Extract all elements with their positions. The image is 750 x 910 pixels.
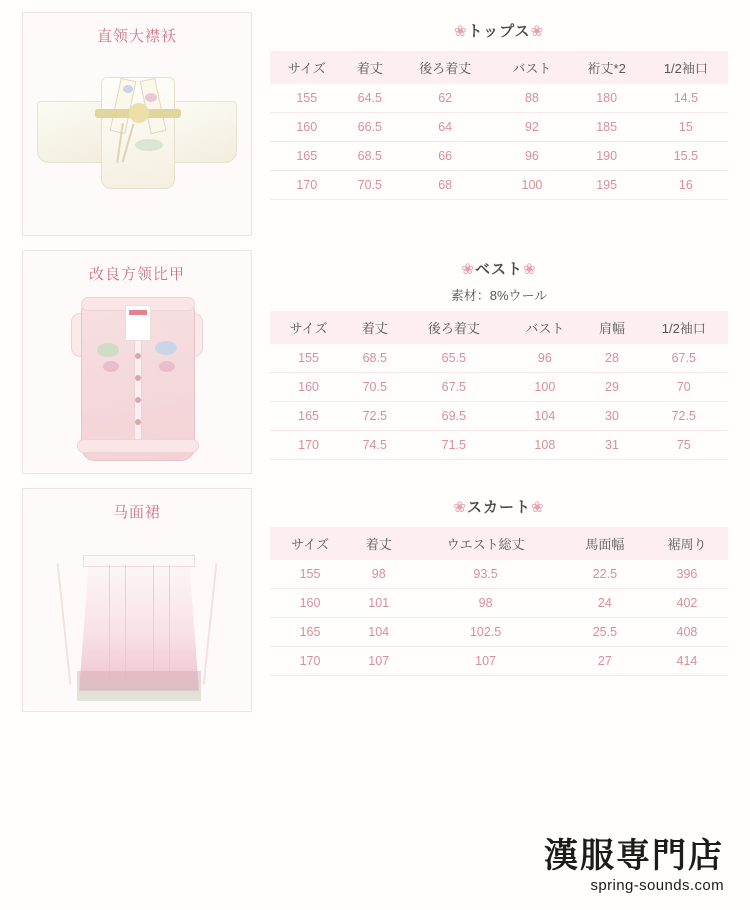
- cell-hem-circumference: 402: [646, 589, 728, 618]
- product-caption-tops: 直领大襟袄: [96, 28, 177, 45]
- cell-back-length: 66: [396, 142, 494, 171]
- size-table-area-vest: [252, 250, 728, 474]
- cell-waist-total: 98: [407, 589, 563, 618]
- col-header-length: 着丈: [347, 311, 402, 344]
- cell-length: 101: [350, 589, 407, 618]
- flower-icon-left: ❀: [461, 261, 475, 278]
- robe-embroidery-green: [135, 139, 163, 151]
- table-row: [270, 589, 728, 618]
- table-row: [270, 647, 728, 676]
- table-title-text-tops: トップス: [467, 23, 531, 40]
- col-header-back-length: 後ろ着丈: [396, 51, 494, 84]
- cell-bust: 100: [494, 171, 569, 200]
- cell-half-cuff: 14.5: [644, 84, 728, 113]
- cell-back-length: 65.5: [402, 344, 505, 373]
- col-header-half-cuff: 1/2袖口: [644, 51, 728, 84]
- size-table-skirt: [270, 527, 728, 676]
- table-row: [270, 402, 728, 431]
- brand-footer: [544, 835, 724, 894]
- col-header-shoulder: 肩幅: [584, 311, 639, 344]
- table-title-tops: [270, 20, 728, 41]
- skirt-left-tie: [57, 563, 72, 685]
- table-row: [270, 171, 728, 200]
- cell-back-length: 69.5: [402, 402, 505, 431]
- garment-illustration-skirt: [23, 529, 251, 705]
- section-tops: [0, 12, 750, 236]
- cell-waist-total: 107: [407, 647, 563, 676]
- flower-icon-right: ❀: [530, 23, 545, 40]
- col-header-bust: バスト: [505, 311, 584, 344]
- cell-length: 72.5: [347, 402, 402, 431]
- table-header-row: [270, 51, 728, 84]
- cell-hem-circumference: 396: [646, 560, 728, 589]
- cell-shoulder: 29: [584, 373, 639, 402]
- cell-length: 66.5: [344, 113, 397, 142]
- table-row: [270, 560, 728, 589]
- cell-bust: 100: [505, 373, 584, 402]
- cell-bust: 96: [505, 344, 584, 373]
- cell-half-cuff: 15.5: [644, 142, 728, 171]
- cell-bust: 96: [494, 142, 569, 171]
- col-header-size: サイズ: [270, 311, 347, 344]
- cell-shoulder: 28: [584, 344, 639, 373]
- cell-shoulder: 30: [584, 402, 639, 431]
- cell-length: 104: [350, 618, 407, 647]
- flower-icon-left: ❀: [453, 23, 468, 40]
- section-vest: [0, 250, 750, 474]
- section-skirt: [0, 488, 750, 712]
- table-title-skirt: [270, 496, 728, 517]
- cell-length: 68.5: [347, 344, 402, 373]
- col-header-hem-circumference: 裾周り: [646, 527, 728, 560]
- cell-bust: 92: [494, 113, 569, 142]
- cell-back-length: 71.5: [402, 431, 505, 460]
- vest-embroidery-right-blue: [155, 341, 177, 355]
- cell-size: 155: [270, 344, 347, 373]
- col-header-size: サイズ: [270, 527, 350, 560]
- table-row: [270, 344, 728, 373]
- skirt-right-tie: [203, 563, 218, 685]
- robe-belt-knot: [129, 103, 149, 123]
- col-header-length: 着丈: [344, 51, 397, 84]
- table-title-text-vest: ベスト: [474, 261, 523, 278]
- cell-hem-circumference: 408: [646, 618, 728, 647]
- cell-size: 160: [270, 113, 344, 142]
- cell-size: 155: [270, 560, 350, 589]
- table-title-text-skirt: スカート: [466, 499, 531, 516]
- flower-icon-left: ❀: [453, 499, 467, 516]
- table-title-vest: [270, 258, 728, 279]
- cell-half-cuff: 70: [640, 373, 728, 402]
- cell-half-cuff: 72.5: [640, 402, 728, 431]
- size-table-area-tops: [252, 12, 728, 236]
- cell-waist-total: 102.5: [407, 618, 563, 647]
- material-note-vest: 素材：8%ウール: [450, 288, 548, 303]
- cell-back-length: 67.5: [402, 373, 505, 402]
- col-header-length: 着丈: [350, 527, 407, 560]
- table-row: [270, 373, 728, 402]
- col-header-half-cuff: 1/2袖口: [640, 311, 728, 344]
- cell-size: 165: [270, 142, 344, 171]
- col-header-size: サイズ: [270, 51, 344, 84]
- cell-length: 107: [350, 647, 407, 676]
- vest-embroidery-right-pink: [159, 361, 175, 372]
- product-image-card-skirt: [22, 488, 252, 712]
- cell-size: 170: [270, 171, 344, 200]
- cell-half-cuff: 15: [644, 113, 728, 142]
- cell-size: 155: [270, 84, 344, 113]
- product-image-card-vest: [22, 250, 252, 474]
- cell-length: 98: [350, 560, 407, 589]
- col-header-back-length: 後ろ着丈: [402, 311, 505, 344]
- cell-mamian-width: 27: [564, 647, 646, 676]
- vest-button-3: [135, 397, 141, 403]
- cell-size: 170: [270, 647, 350, 676]
- cell-size: 170: [270, 431, 347, 460]
- table-row: [270, 84, 728, 113]
- col-header-mamian-width: 馬面幅: [564, 527, 646, 560]
- cell-size: 165: [270, 402, 347, 431]
- vest-button-4: [135, 419, 141, 425]
- cell-bust: 104: [505, 402, 584, 431]
- size-table-vest: [270, 311, 728, 460]
- cell-back-length: 68: [396, 171, 494, 200]
- cell-sleeve-span: 185: [570, 113, 644, 142]
- cell-size: 160: [270, 373, 347, 402]
- table-row: [270, 618, 728, 647]
- skirt-hem-embroidery: [77, 671, 201, 701]
- cell-back-length: 64: [396, 113, 494, 142]
- brand-website-url: spring-sounds.com: [590, 877, 724, 894]
- flower-icon-right: ❀: [531, 499, 545, 516]
- cell-size: 160: [270, 589, 350, 618]
- flower-icon-right: ❀: [523, 261, 537, 278]
- vest-button-1: [135, 353, 141, 359]
- cell-mamian-width: 25.5: [564, 618, 646, 647]
- robe-body: [101, 77, 175, 189]
- cell-half-cuff: 75: [640, 431, 728, 460]
- cell-half-cuff: 67.5: [640, 344, 728, 373]
- cell-sleeve-span: 190: [570, 142, 644, 171]
- table-header-row: [270, 311, 728, 344]
- vest-embroidery-left-pink: [103, 361, 119, 372]
- cell-waist-total: 93.5: [407, 560, 563, 589]
- vest-hang-tag: [125, 305, 151, 341]
- cell-mamian-width: 22.5: [564, 560, 646, 589]
- cell-length: 64.5: [344, 84, 397, 113]
- table-header-row: [270, 527, 728, 560]
- cell-length: 70.5: [344, 171, 397, 200]
- cell-bust: 88: [494, 84, 569, 113]
- col-header-sleeve-span: 裄丈*2: [570, 51, 644, 84]
- table-row: [270, 431, 728, 460]
- robe-embroidery-pink: [145, 93, 157, 102]
- col-header-waist-total: ウエスト総丈: [407, 527, 563, 560]
- cell-sleeve-span: 180: [570, 84, 644, 113]
- product-caption-skirt: 马面裙: [112, 504, 161, 521]
- robe-embroidery-blue: [123, 85, 133, 93]
- cell-length: 68.5: [344, 142, 397, 171]
- vest-embroidery-left-green: [97, 343, 119, 357]
- size-table-tops: [270, 51, 728, 200]
- cell-length: 74.5: [347, 431, 402, 460]
- cell-shoulder: 31: [584, 431, 639, 460]
- table-row: [270, 113, 728, 142]
- table-row: [270, 142, 728, 171]
- product-image-card-tops: [22, 12, 252, 236]
- product-caption-vest: 改良方领比甲: [88, 266, 185, 283]
- vest-button-2: [135, 375, 141, 381]
- cell-half-cuff: 16: [644, 171, 728, 200]
- cell-back-length: 62: [396, 84, 494, 113]
- cell-length: 70.5: [347, 373, 402, 402]
- cell-sleeve-span: 195: [570, 171, 644, 200]
- cell-size: 165: [270, 618, 350, 647]
- brand-logo-text: 漢服専門店: [544, 835, 724, 876]
- vest-fur-trim-bottom: [77, 439, 199, 453]
- cell-mamian-width: 24: [564, 589, 646, 618]
- cell-hem-circumference: 414: [646, 647, 728, 676]
- cell-bust: 108: [505, 431, 584, 460]
- size-table-area-skirt: [252, 488, 728, 712]
- skirt-waistband: [83, 555, 195, 567]
- col-header-bust: バスト: [494, 51, 569, 84]
- garment-illustration-vest: [23, 291, 251, 467]
- garment-illustration-robe: [23, 53, 251, 229]
